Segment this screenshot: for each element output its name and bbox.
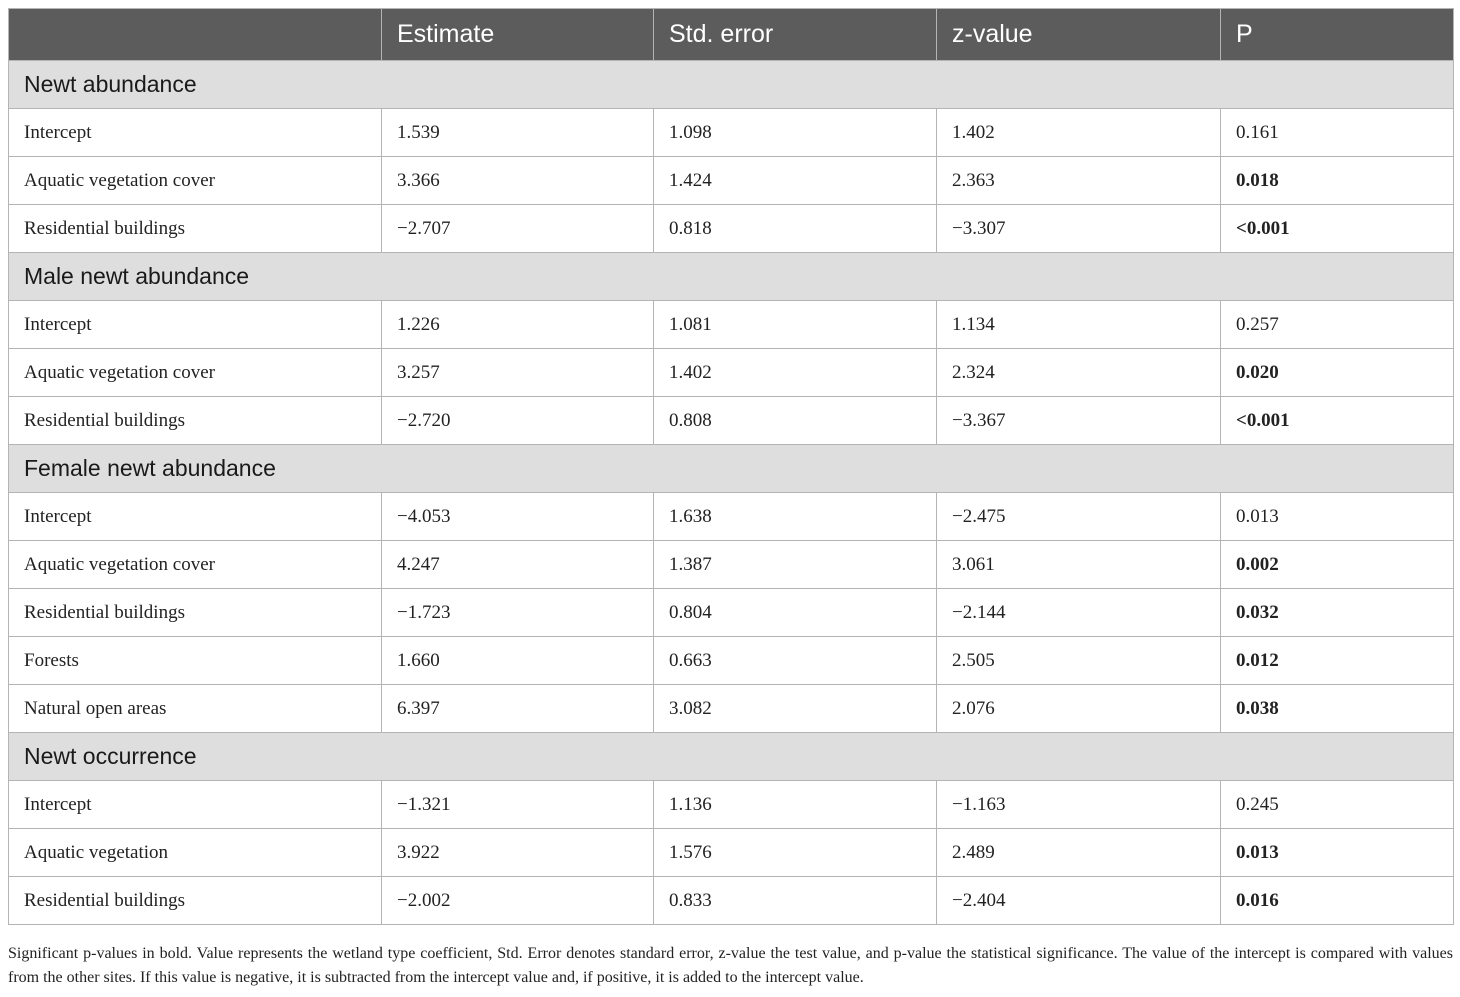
estimate-cell: −1.321 xyxy=(382,781,654,829)
estimate-cell: 6.397 xyxy=(382,685,654,733)
row-label-cell: Aquatic vegetation cover xyxy=(9,349,382,397)
table-row xyxy=(9,589,1454,637)
std-error-cell: 0.833 xyxy=(654,877,937,925)
header-cell-estimate: Estimate xyxy=(382,9,654,61)
std-error-cell: 1.081 xyxy=(654,301,937,349)
header-cell-z-value: z-value xyxy=(937,9,1221,61)
std-error-cell: 1.638 xyxy=(654,493,937,541)
p-value-cell: 0.161 xyxy=(1221,109,1454,157)
z-value-cell: −3.307 xyxy=(937,205,1221,253)
header-cell-std-error: Std. error xyxy=(654,9,937,61)
row-label-cell: Intercept xyxy=(9,301,382,349)
row-label-cell: Aquatic vegetation cover xyxy=(9,541,382,589)
z-value-cell: 2.324 xyxy=(937,349,1221,397)
estimate-cell: −2.720 xyxy=(382,397,654,445)
std-error-cell: 1.387 xyxy=(654,541,937,589)
section-row xyxy=(9,733,1454,781)
z-value-cell: 2.505 xyxy=(937,637,1221,685)
estimate-cell: −2.707 xyxy=(382,205,654,253)
estimate-cell: 1.660 xyxy=(382,637,654,685)
std-error-cell: 1.424 xyxy=(654,157,937,205)
z-value-cell: −2.144 xyxy=(937,589,1221,637)
p-value-cell: 0.013 xyxy=(1221,829,1454,877)
row-label-cell: Aquatic vegetation xyxy=(9,829,382,877)
estimate-cell: −4.053 xyxy=(382,493,654,541)
z-value-cell: −3.367 xyxy=(937,397,1221,445)
table-row xyxy=(9,877,1454,925)
z-value-cell: −1.163 xyxy=(937,781,1221,829)
table-footnote: Significant p-values in bold. Value represents the wetland type coefficient, Std. Error denotes standard error, z-value the test value, and p-value the statistical significance. The value of the intercept is compared with values from the other sites. If this value is negative, it is subtracted from the intercept value and, if positive, it is added to the intercept value. xyxy=(8,945,1453,986)
z-value-cell: 1.402 xyxy=(937,109,1221,157)
table-row xyxy=(9,109,1454,157)
estimate-cell: −1.723 xyxy=(382,589,654,637)
p-value-cell: 0.013 xyxy=(1221,493,1454,541)
row-label-cell: Residential buildings xyxy=(9,877,382,925)
header-cell-label xyxy=(9,9,382,61)
table-row xyxy=(9,541,1454,589)
p-value-cell: <0.001 xyxy=(1221,205,1454,253)
estimate-cell: 1.539 xyxy=(382,109,654,157)
std-error-cell: 0.818 xyxy=(654,205,937,253)
z-value-cell: −2.475 xyxy=(937,493,1221,541)
row-label-cell: Intercept xyxy=(9,493,382,541)
row-label-cell: Residential buildings xyxy=(9,589,382,637)
std-error-cell: 3.082 xyxy=(654,685,937,733)
results-table xyxy=(8,8,1454,925)
table-row xyxy=(9,205,1454,253)
row-label-cell: Aquatic vegetation cover xyxy=(9,157,382,205)
z-value-cell: 1.134 xyxy=(937,301,1221,349)
p-value-cell: 0.245 xyxy=(1221,781,1454,829)
table-row xyxy=(9,301,1454,349)
std-error-cell: 1.098 xyxy=(654,109,937,157)
table-row xyxy=(9,157,1454,205)
table-row xyxy=(9,493,1454,541)
section-title: Newt abundance xyxy=(9,61,1454,109)
p-value-cell: 0.257 xyxy=(1221,301,1454,349)
header-row xyxy=(9,9,1454,61)
std-error-cell: 0.808 xyxy=(654,397,937,445)
table-row xyxy=(9,637,1454,685)
p-value-cell: 0.032 xyxy=(1221,589,1454,637)
std-error-cell: 1.136 xyxy=(654,781,937,829)
z-value-cell: −2.404 xyxy=(937,877,1221,925)
p-value-cell: <0.001 xyxy=(1221,397,1454,445)
z-value-cell: 3.061 xyxy=(937,541,1221,589)
section-title: Newt occurrence xyxy=(9,733,1454,781)
p-value-cell: 0.012 xyxy=(1221,637,1454,685)
table-row xyxy=(9,349,1454,397)
row-label-cell: Forests xyxy=(9,637,382,685)
z-value-cell: 2.489 xyxy=(937,829,1221,877)
estimate-cell: 3.922 xyxy=(382,829,654,877)
table-row xyxy=(9,781,1454,829)
table-body xyxy=(9,61,1454,925)
std-error-cell: 0.804 xyxy=(654,589,937,637)
p-value-cell: 0.038 xyxy=(1221,685,1454,733)
header-cell-p: P xyxy=(1221,9,1454,61)
estimate-cell: 4.247 xyxy=(382,541,654,589)
estimate-cell: 1.226 xyxy=(382,301,654,349)
p-value-cell: 0.018 xyxy=(1221,157,1454,205)
std-error-cell: 1.576 xyxy=(654,829,937,877)
estimate-cell: 3.366 xyxy=(382,157,654,205)
row-label-cell: Residential buildings xyxy=(9,205,382,253)
section-row xyxy=(9,445,1454,493)
section-title: Female newt abundance xyxy=(9,445,1454,493)
p-value-cell: 0.002 xyxy=(1221,541,1454,589)
std-error-cell: 1.402 xyxy=(654,349,937,397)
row-label-cell: Natural open areas xyxy=(9,685,382,733)
z-value-cell: 2.076 xyxy=(937,685,1221,733)
section-title: Male newt abundance xyxy=(9,253,1454,301)
p-value-cell: 0.016 xyxy=(1221,877,1454,925)
estimate-cell: 3.257 xyxy=(382,349,654,397)
z-value-cell: 2.363 xyxy=(937,157,1221,205)
estimate-cell: −2.002 xyxy=(382,877,654,925)
row-label-cell: Residential buildings xyxy=(9,397,382,445)
section-row xyxy=(9,253,1454,301)
row-label-cell: Intercept xyxy=(9,781,382,829)
results-table-container xyxy=(8,8,1453,925)
table-row xyxy=(9,829,1454,877)
std-error-cell: 0.663 xyxy=(654,637,937,685)
table-row xyxy=(9,685,1454,733)
row-label-cell: Intercept xyxy=(9,109,382,157)
section-row xyxy=(9,61,1454,109)
p-value-cell: 0.020 xyxy=(1221,349,1454,397)
table-row xyxy=(9,397,1454,445)
